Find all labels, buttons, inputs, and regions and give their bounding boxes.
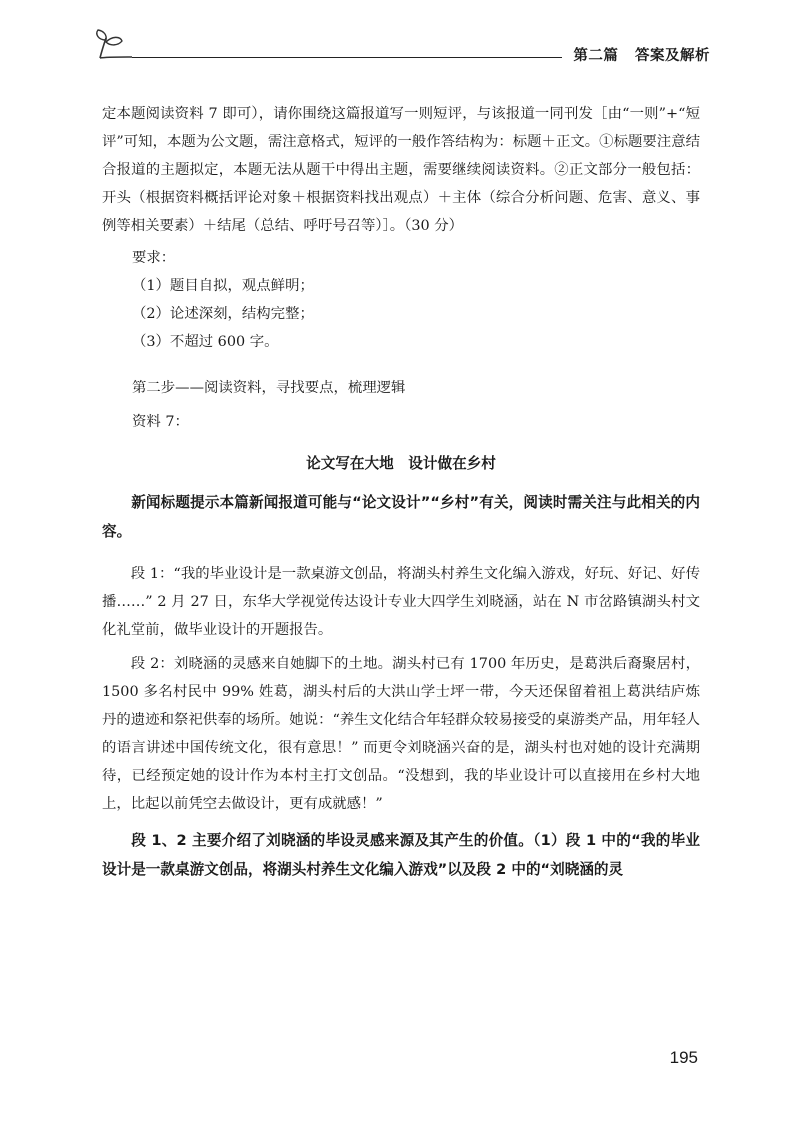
requirement-item: （1）题目自拟，观点鲜明； [132,278,314,294]
page-number: 195 [669,1048,698,1067]
source-label: 资料 7： [132,414,189,430]
requirement-item: （3）不超过 600 字。 [132,334,279,350]
article-title: 论文写在大地 设计做在乡村 [306,455,496,472]
header-rule [132,57,562,58]
leaf-sprout-icon [92,28,132,64]
section-title: 第二篇 答案及解析 [573,48,710,64]
analysis-note: 新闻标题提示本篇新闻报道可能与“论文设计”“乡村”有关，阅读时需关注与此相关的内容。 [102,494,700,540]
analysis-note-2: 段 1、2 主要介绍了刘晓涵的毕设灵感来源及其产生的价值。（1）段 1 中的“我的毕业设计是一款桌游文创品，将湖头村养生文化编入游戏”以及段 2 中的“刘晓涵的灵 [102,832,700,878]
requirements-label: 要求： [132,250,176,266]
page-header [0,0,800,80]
step-heading: 第二步——阅读资料，寻找要点，梳理逻辑 [132,380,406,396]
intro-paragraph: 定本题阅读资料 7 即可），请你围绕这篇报道写一则短评，与该报道一同刊发［由“一则”+“短评”可知，本题为公文题，需注意格式，短评的一般作答结构为：标题＋正文。①标题要注意结合报道的主题拟定，本题无法从题干中得出主题，需要继续阅读资料。②正文部分一般包括：开头（根据资料概括评论对象＋根据资料找出观点）＋主体（综合分析问题、危害、意义、事例等相关要素）＋结尾（总结、呼吁号召等）］。（30 分） [102,106,700,234]
article-paragraph-1: 段 1：“我的毕业设计是一款桌游文创品，将湖头村养生文化编入游戏，好玩、好记、好传播……” 2 月 27 日，东华大学视觉传达设计专业大四学生刘晓涵，站在 N 市岔路镇湖头村文化礼堂前，做毕业设计的开题报告。 [102,566,700,638]
page-body [102,100,700,884]
article-paragraph-2: 段 2：刘晓涵的灵感来自她脚下的土地。湖头村已有 1700 年历史，是葛洪后裔聚居村，1500 多名村民中 99% 姓葛，湖头村后的大洪山学士坪一带，今天还保留着祖上葛洪结庐炼丹的遗迹和祭祀供奉的场所。她说：“养生文化结合年轻群众较易接受的桌游类产品，用年轻人的语言讲述中国传统文化，很有意思！” 而更令刘晓涵兴奋的是，湖头村也对她的设计充满期待，已经预定她的设计作为本村主打文创品。“没想到，我的毕业设计可以直接用在乡村大地上，比起以前凭空去做设计，更有成就感！” [102,656,700,812]
requirement-item: （2）论述深刻，结构完整； [132,306,314,322]
